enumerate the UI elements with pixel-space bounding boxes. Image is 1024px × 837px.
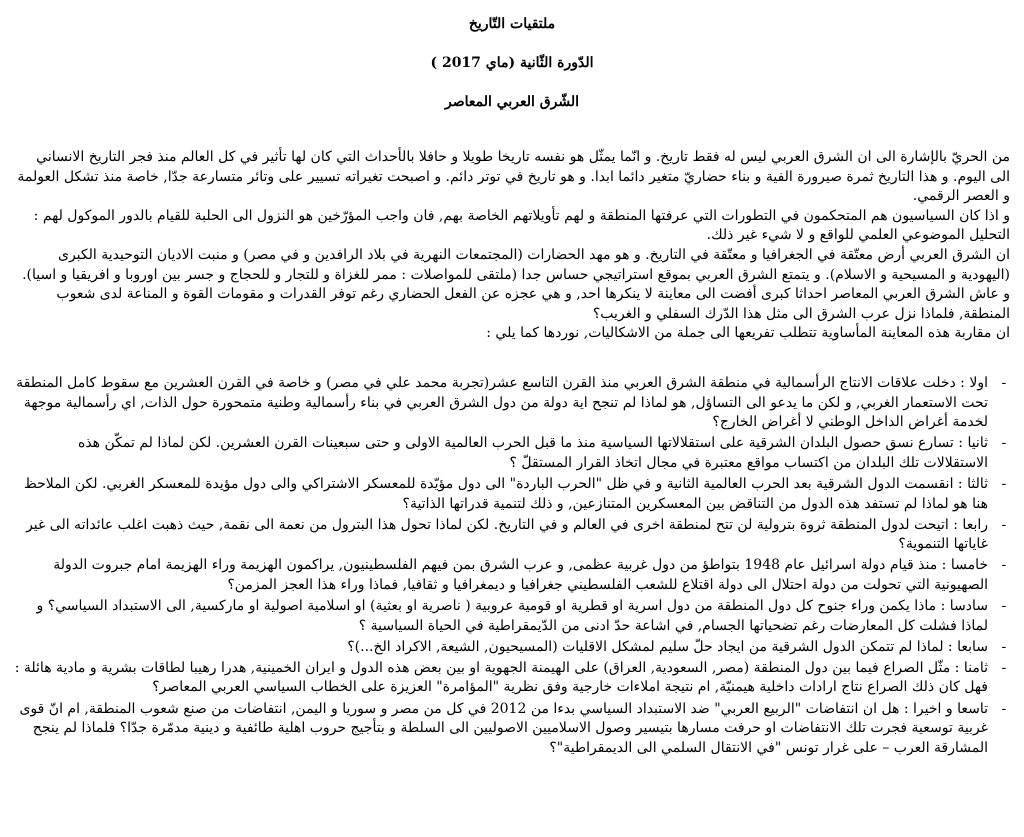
list-item bbox=[14, 374, 1010, 433]
list-item-text: سادسا : ماذا يكمن وراء جنوح كل دول المنطقة من دول اسرية او قطرية او قومية عروبية ( ناصرية او بعثية) او اسلامية اصولية او ماركسية, الى الاستبداد السياسي؟ و لماذا فشلت كل المعارضات رغم تضحياتها الجسام, في اشاعة حدّ ادنى من الدّيمقراطية في الحياة السياسية ؟ bbox=[36, 598, 988, 634]
list-item-text: تاسعا و اخيرا : هل ان انتفاضات "الربيع العربي" ضد الاستبداد السياسي بدءا من 2012 في كل من مصر و سوريا و اليمن, انتفاضات من صنع شعوب المنطقة, ام انّ قوى غربية توسعية فجرت تلك الانتفاضات او حرفت مسارها بتيسير وصول الاسلاميين الاصوليين الى السلطة و بتأجيج حروب اهلية طائفية و دينية مدمّرة جدّا؟ فلماذا لم ينجح المشارقة العرب – على غرار تونس "في الانتقال السلمي الى الديمقراطية"؟ bbox=[19, 700, 988, 756]
title-block bbox=[0, 14, 1024, 131]
list-item-text: ثالثا : انقسمت الدول الشرقية بعد الحرب العالمية الثانية و في ظل "الحرب الباردة" الى دول مؤيّدة للمعسكر الاشتراكي والى دول مؤيدة للمعسكر الغربي. لكن الملاحظ هنا هو لماذا لم تستفد هذه الدول من التناقض بين المعسكرين المتنازعين, و ذلك لتنمية قدراتها الذاتية؟ bbox=[23, 475, 988, 512]
bullet-dash: - bbox=[1001, 375, 1006, 391]
list-item-text: خامسا : منذ قيام دولة اسرائيل عام 1948 بتواطؤ من دول غربية عظمى, و عرب الشرق بمن فيهم الفلسطينيون, يراكمون الهزيمة وراء الهزيمة امام جبروت الدولة الصهيونية التي تحولت من دولة احتلال الى دولة اقتلاع للشعب الفلسطيني جغرافيا و ديمغرافيا و ثقافيا, فماذا وراء هذا العجز المزمن؟ bbox=[53, 557, 988, 593]
list-item-text: سابعا : لماذا لم تتمكن الدول الشرقية من ايجاد حلّ سليم لمشكل الاقليات (المسيحيون, الشيعة, الاكراد الخ...)؟ bbox=[347, 638, 988, 655]
list-item bbox=[14, 638, 1010, 658]
list-item-text: رابعا : اتيحت لدول المنطقة ثروة بترولية لن تتح لمنطقة اخرى في العالم و في التاريخ. لكن لماذا تحول هذا البترول من نعمة الى نقمة, حيث ذهبت اغلب عائداته الى غير غاياتها التنموية؟ bbox=[26, 516, 988, 553]
bullet-dash: - bbox=[1001, 659, 1006, 676]
list-item bbox=[14, 434, 1010, 473]
paragraph: و اذا كان السياسيون هم المتحكمون في التطورات التي عرفتها المنطقة و لهم تأويلاتهم الخاصة بهم, فان واجب المؤرّخين هو النزول الى الحلبة للقيام بالدور الموكول لهم : التحليل الموضوعي العلمي للواقع و لا شيء غير ذلك. bbox=[33, 207, 1010, 244]
list-item bbox=[14, 475, 1010, 514]
paragraph: و عاش الشرق العربي المعاصر احداثا كبرى أفضت الى معاينة لا ينكرها احد, و هي عجزه عن الفعل الحضاري رغم توفر القدرات و مقومات القوة و المناعة لدى شعوب المنطقة, فلماذا نزل عرب الشرق الى مثل هذا الدّرك السفلي و الغريب؟ bbox=[56, 286, 1010, 322]
list-item bbox=[14, 700, 1010, 759]
document-title: ملتقيات التّاريخ bbox=[468, 16, 556, 32]
bullet-dash: - bbox=[1001, 516, 1006, 533]
list-item-text: ثامنا : مثّل الصراع فيما بين دول المنطقة (مصر, السعودية, العراق) على الهيمنة الجهوية او بين بعض هذه الدول و ايران الخمينية, هدرا رهيبا لطاقات بشرية و مادية هائلة : فهل كان ذلك الصراع نتاج ارادات داخلية هيمنيّة, ام نتيجة املاءات خارجية وفق نظرية "المؤامرة" العزيزة على الخطاب السياسي العربي المعاصر؟ bbox=[14, 659, 988, 696]
paragraph: من الحريّ بالإشارة الى ان الشرق العربي ليس له فقط تاريخ. و انّما يمثّل هو نفسه تاريخا طويلا و حافلا بالأحداث التي كان لها تأثير في كل العالم منذ فجر التاريخ الانساني الى اليوم. و هذا التاريخ ثمرة صيرورة الفية و بناء حضاريّ متغير دائما ابدا. و هو تاريخ في توتر دائم. و اصبحت تغيراته تسيير على وتائر متسارعة جدّا, خاصة منذ تشكل العولمة و العصر الرقمي. bbox=[17, 149, 1010, 205]
session-title: الدّورة الثّانية (ماي 2017 ) bbox=[430, 55, 594, 71]
intro-section bbox=[14, 148, 1010, 344]
bullet-dash: - bbox=[1001, 435, 1006, 452]
bullet-dash: - bbox=[1001, 475, 1006, 492]
paragraph: ان الشرق العربي أرض معتّقة في الجغرافيا و معتّقة في التاريخ. و هو مهد الحضارات (المجتمعات النهرية في بلاد الرافدين و في مصر) و منبت الاديان التوحيدية الكبرى (اليهودية و المسيحية و الاسلام). و يتمتع الشرق العربي بموقع استراتيجي حساس جدا (ملتقى للمواصلات : ممر للغزاة و للتجار و للحجاج و جسر بين اوروبا و افريقيا و اسيا). bbox=[22, 246, 1010, 283]
bullet-dash: - bbox=[1001, 557, 1006, 574]
list-item bbox=[14, 516, 1010, 555]
bullet-dash: - bbox=[1001, 598, 1006, 615]
list-item bbox=[14, 556, 1010, 595]
list-item bbox=[14, 659, 1010, 698]
list-item-text: اولا : دخلت علاقات الانتاج الرأسمالية في منطقة الشرق العربي منذ القرن التاسع عشر(تجربة محمد علي في مصر) و خاصة في القرن العشرين مع سقوط كامل المنطقة تحت الاستعمار الغربي, و لكن ما يدعو الى التساؤل, هو لماذا لم تنجح اية دولة من دول الشرق العربي في بناء رأسمالية وطنية متمحورة حول الذات, اي رأسمالية موجهة لخدمة أغراض الداخل الوطني لا أغراض الخارج؟ bbox=[16, 375, 988, 431]
questions-list bbox=[14, 374, 1010, 760]
list-item bbox=[14, 597, 1010, 636]
bullet-dash: - bbox=[1001, 638, 1006, 655]
list-item-text: ثانيا : تسارع نسق حصول البلدان الشرقية على استقلالاتها السياسية منذ ما قبل الحرب العالمية الاولى و حتى سبعينات القرن العشرين. لكن لماذا لم تمكّن هذه الاستقلالات تلك البلدان من اكتساب مواقع معتبرة في مجال اتخاذ القرار المستقلّ ؟ bbox=[77, 435, 988, 471]
theme-title: الشّرق العربي المعاصر bbox=[444, 94, 580, 110]
bullet-dash: - bbox=[1001, 700, 1006, 717]
paragraph: ان مقاربة هذه المعاينة المأساوية تتطلب تفريعها الى جملة من الاشكاليات, نوردها كما يلي : bbox=[486, 325, 1010, 342]
